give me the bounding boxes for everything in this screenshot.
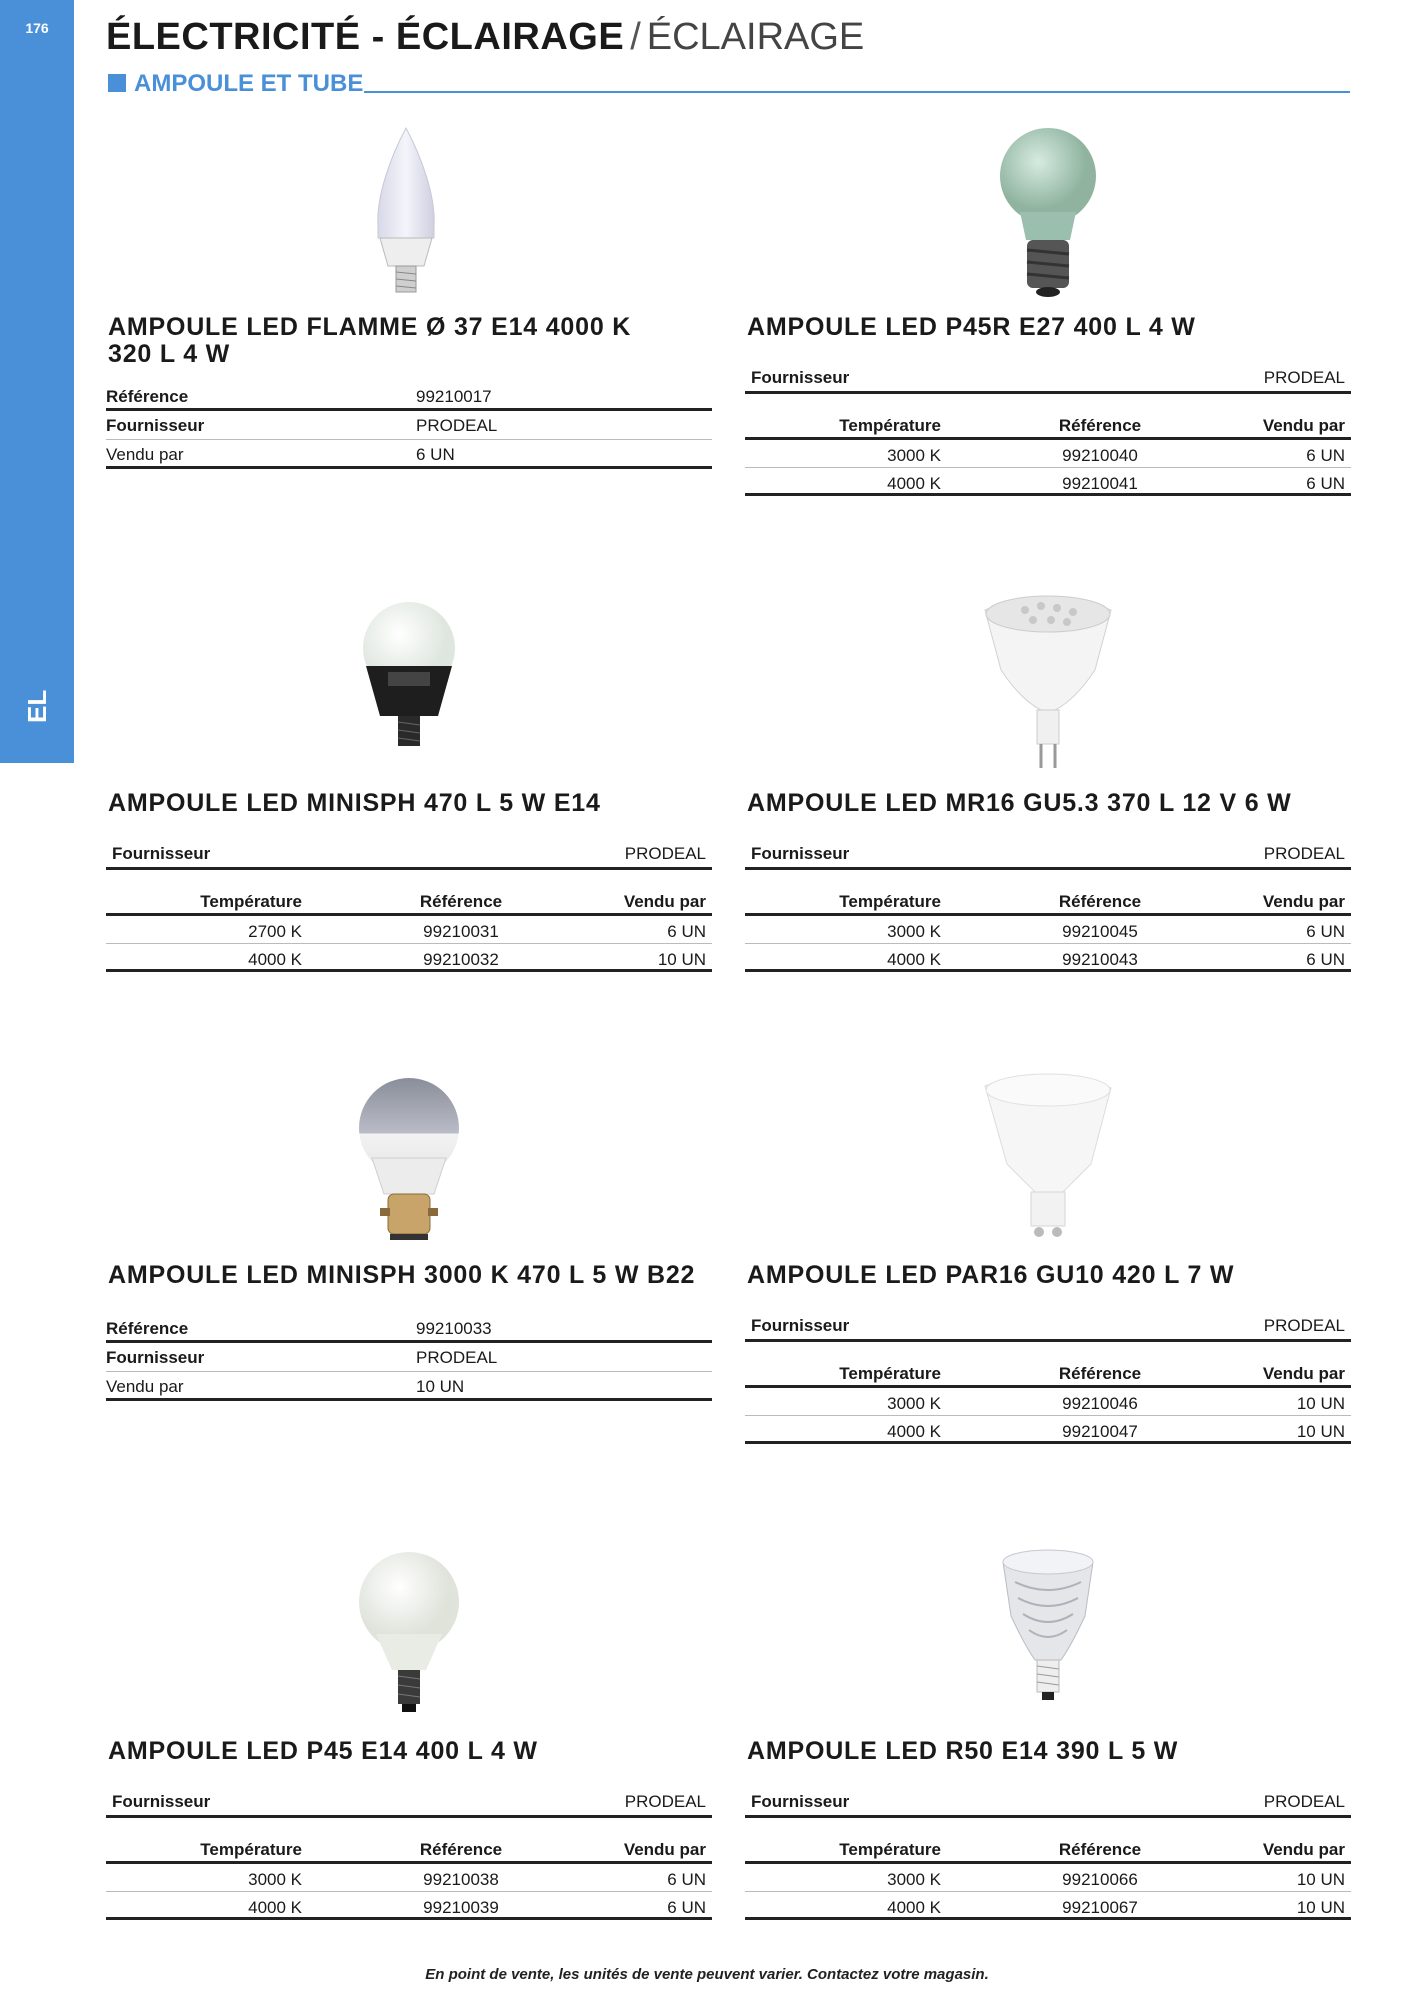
header-temperature: Température — [200, 892, 302, 911]
cell-reference: 99210038 — [423, 1870, 499, 1889]
p45-e14-bulb-icon — [106, 1542, 712, 1732]
table-row — [745, 440, 1351, 468]
cell-temperature: 4000 K — [887, 1422, 941, 1441]
supplier-label: Fournisseur — [112, 1792, 211, 1811]
cell-temperature: 3000 K — [248, 1870, 302, 1889]
variants-table — [106, 1832, 712, 1920]
supplier-value: PRODEAL — [1263, 844, 1345, 863]
supplier-value: PRODEAL — [1263, 368, 1345, 387]
cell-reference: 99210041 — [1062, 474, 1138, 493]
spec-value: PRODEAL — [416, 1348, 498, 1367]
spec-value: 99210033 — [416, 1319, 492, 1338]
spec-key: Référence — [106, 1319, 189, 1338]
spec-row — [106, 411, 712, 440]
spec-table — [106, 382, 712, 469]
spec-key: Référence — [106, 387, 189, 406]
r50-reflector-bulb-icon — [745, 1542, 1351, 1732]
supplier-label: Fournisseur — [751, 1792, 850, 1811]
product-title: AMPOULE LED PAR16 GU10 420 L 7 W — [747, 1261, 1235, 1289]
table-row — [745, 1388, 1351, 1416]
cell-temperature: 3000 K — [887, 1394, 941, 1413]
spec-key: Vendu par — [106, 1377, 184, 1396]
cell-reference: 99210031 — [423, 922, 499, 941]
section-square-icon — [108, 74, 126, 92]
side-band — [0, 0, 74, 763]
cell-vendu-par: 6 UN — [667, 1870, 706, 1889]
product-title: AMPOULE LED R50 E14 390 L 5 W — [747, 1737, 1179, 1765]
supplier-row — [745, 358, 1351, 394]
variants-table — [745, 884, 1351, 972]
section-tab[interactable]: EL — [22, 689, 52, 723]
product-minisph-e14 — [106, 590, 712, 990]
cell-reference: 99210046 — [1062, 1394, 1138, 1413]
globe-e27-bulb-icon — [745, 116, 1351, 306]
spec-value: PRODEAL — [416, 416, 498, 435]
supplier-value: PRODEAL — [1263, 1316, 1345, 1335]
cell-temperature: 4000 K — [887, 474, 941, 493]
variants-header — [745, 1832, 1351, 1864]
variants-header — [745, 884, 1351, 916]
minisphere-e14-bulb-icon — [106, 590, 712, 780]
cell-reference: 99210047 — [1062, 1422, 1138, 1441]
header-vendu-par: Vendu par — [1262, 1840, 1345, 1859]
page-title — [106, 16, 864, 59]
supplier-row — [106, 834, 712, 870]
product-minisph-b22 — [106, 1066, 712, 1426]
title-sub: ÉCLAIRAGE — [646, 16, 865, 58]
candle-bulb-icon — [106, 116, 712, 306]
cell-vendu-par: 6 UN — [1306, 474, 1345, 493]
supplier-label: Fournisseur — [751, 844, 850, 863]
cell-temperature: 3000 K — [887, 1870, 941, 1889]
table-row — [106, 1864, 712, 1892]
page-number: 176 — [25, 20, 49, 36]
supplier-value: PRODEAL — [624, 1792, 706, 1811]
variants-header — [106, 884, 712, 916]
cell-reference: 99210067 — [1062, 1898, 1138, 1917]
cell-vendu-par: 6 UN — [1306, 446, 1345, 465]
product-flamme — [106, 112, 712, 472]
cell-vendu-par: 6 UN — [667, 1898, 706, 1917]
supplier-row — [106, 1782, 712, 1818]
supplier-label: Fournisseur — [751, 368, 850, 387]
cell-temperature: 4000 K — [887, 1898, 941, 1917]
spec-row — [106, 1372, 712, 1401]
table-row — [745, 1892, 1351, 1920]
header-temperature: Température — [839, 892, 941, 911]
table-row — [745, 944, 1351, 972]
variants-header — [745, 408, 1351, 440]
header-vendu-par: Vendu par — [1262, 416, 1345, 435]
cell-reference: 99210040 — [1062, 446, 1138, 465]
cell-reference: 99210043 — [1062, 950, 1138, 969]
spec-value: 6 UN — [416, 445, 455, 464]
cell-reference: 99210066 — [1062, 1870, 1138, 1889]
supplier-value: PRODEAL — [1263, 1792, 1345, 1811]
cell-reference: 99210045 — [1062, 922, 1138, 941]
header-vendu-par: Vendu par — [623, 1840, 706, 1859]
cell-temperature: 2700 K — [248, 922, 302, 941]
product-title: AMPOULE LED MINISPH 470 L 5 W E14 — [108, 789, 601, 817]
cell-reference: 99210039 — [423, 1898, 499, 1917]
gu10-spot-bulb-icon — [745, 1066, 1351, 1256]
table-row — [745, 1864, 1351, 1892]
table-row — [106, 1892, 712, 1920]
header-temperature: Température — [839, 416, 941, 435]
mr16-spot-bulb-icon — [745, 590, 1351, 780]
supplier-row — [745, 1782, 1351, 1818]
cell-temperature: 4000 K — [248, 1898, 302, 1917]
section-rule — [364, 91, 1350, 93]
header-reference: Référence — [1058, 892, 1142, 911]
section-label: AMPOULE ET TUBE — [134, 70, 364, 97]
variants-table — [106, 884, 712, 972]
cell-temperature: 4000 K — [248, 950, 302, 969]
product-p45-e14 — [106, 1542, 712, 1942]
header-reference: Référence — [419, 892, 503, 911]
minisphere-b22-bulb-icon — [106, 1066, 712, 1256]
spec-value: 10 UN — [416, 1377, 465, 1396]
header-vendu-par: Vendu par — [1262, 892, 1345, 911]
section-heading — [106, 70, 1350, 96]
spec-row — [106, 1343, 712, 1372]
spec-row — [106, 440, 712, 469]
product-mr16-gu53 — [745, 590, 1351, 990]
product-title: AMPOULE LED P45R E27 400 L 4 W — [747, 313, 1196, 341]
table-row — [745, 1416, 1351, 1444]
spec-row — [106, 382, 712, 411]
header-vendu-par: Vendu par — [623, 892, 706, 911]
cell-vendu-par: 10 UN — [1296, 1898, 1345, 1917]
spec-value: 99210017 — [416, 387, 492, 406]
product-p45r-e27 — [745, 112, 1351, 512]
variants-header — [106, 1832, 712, 1864]
spec-row — [106, 1314, 712, 1343]
header-temperature: Température — [839, 1364, 941, 1383]
variants-table — [745, 408, 1351, 496]
table-row — [106, 944, 712, 972]
cell-vendu-par: 6 UN — [1306, 950, 1345, 969]
product-title-line-1: AMPOULE LED FLAMME Ø 37 E14 4000 K — [108, 313, 632, 341]
header-vendu-par: Vendu par — [1262, 1364, 1345, 1383]
spec-key: Fournisseur — [106, 1348, 205, 1367]
supplier-label: Fournisseur — [112, 844, 211, 863]
cell-vendu-par: 10 UN — [1296, 1394, 1345, 1413]
product-title: AMPOULE LED P45 E14 400 L 4 W — [108, 1737, 538, 1765]
header-reference: Référence — [1058, 1840, 1142, 1859]
supplier-label: Fournisseur — [751, 1316, 850, 1335]
cell-vendu-par: 10 UN — [1296, 1870, 1345, 1889]
product-r50-e14 — [745, 1542, 1351, 1942]
cell-vendu-par: 6 UN — [1306, 922, 1345, 941]
cell-reference: 99210032 — [423, 950, 499, 969]
supplier-value: PRODEAL — [624, 844, 706, 863]
product-title — [108, 314, 631, 368]
footer-note: En point de vente, les unités de vente peuvent varier. Contactez votre magasin. — [425, 1966, 989, 1983]
cell-vendu-par: 10 UN — [1296, 1422, 1345, 1441]
table-row — [106, 916, 712, 944]
supplier-row — [745, 1306, 1351, 1342]
title-separator: / — [630, 16, 641, 58]
cell-temperature: 4000 K — [887, 950, 941, 969]
header-reference: Référence — [1058, 1364, 1142, 1383]
header-reference: Référence — [419, 1840, 503, 1859]
table-row — [745, 916, 1351, 944]
header-temperature: Température — [200, 1840, 302, 1859]
product-title: AMPOULE LED MINISPH 3000 K 470 L 5 W B22 — [108, 1261, 696, 1289]
cell-temperature: 3000 K — [887, 446, 941, 465]
cell-temperature: 3000 K — [887, 922, 941, 941]
supplier-row — [745, 834, 1351, 870]
variants-header — [745, 1356, 1351, 1388]
table-row — [745, 468, 1351, 496]
variants-table — [745, 1356, 1351, 1444]
spec-key: Fournisseur — [106, 416, 205, 435]
product-title-line-2: 320 L 4 W — [108, 340, 231, 368]
spec-key: Vendu par — [106, 445, 184, 464]
header-temperature: Température — [839, 1840, 941, 1859]
product-title: AMPOULE LED MR16 GU5.3 370 L 12 V 6 W — [747, 789, 1292, 817]
header-reference: Référence — [1058, 416, 1142, 435]
product-par16-gu10 — [745, 1066, 1351, 1466]
cell-vendu-par: 6 UN — [667, 922, 706, 941]
cell-vendu-par: 10 UN — [657, 950, 706, 969]
spec-table — [106, 1314, 712, 1401]
variants-table — [745, 1832, 1351, 1920]
title-main: ÉLECTRICITÉ - ÉCLAIRAGE — [106, 16, 625, 58]
